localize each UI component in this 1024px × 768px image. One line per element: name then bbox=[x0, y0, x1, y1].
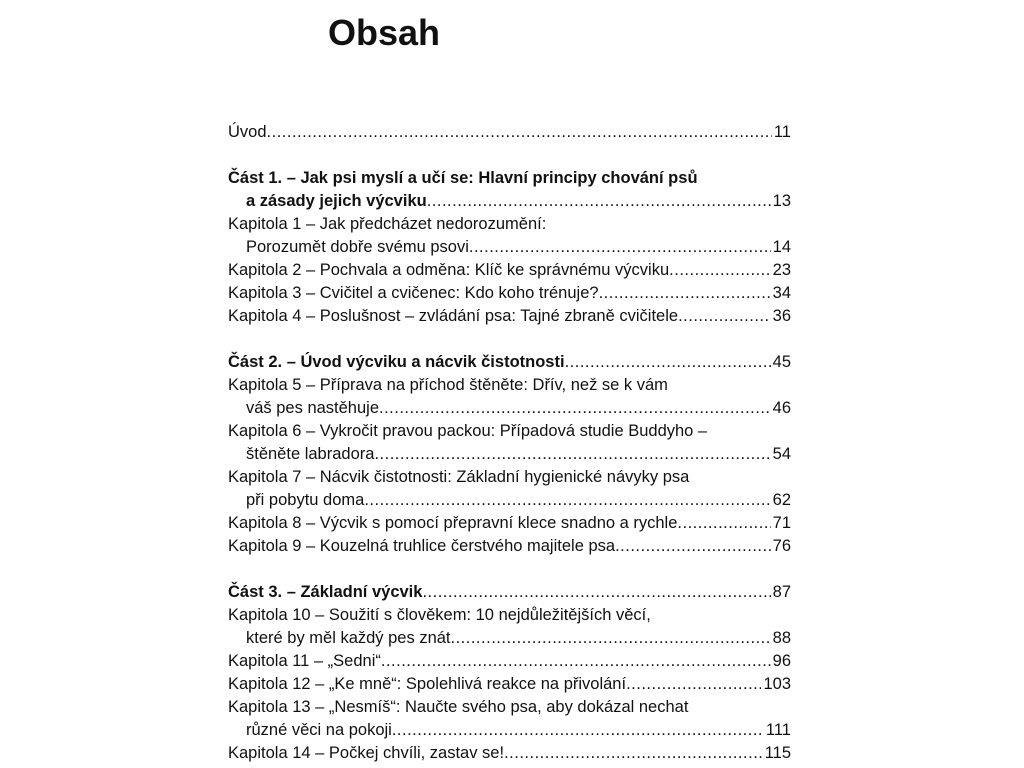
toc-part-entry[interactable] bbox=[228, 167, 791, 213]
entry-title: Kapitola 12 – „Ke mně“: Spolehlivá reakce na přivolání bbox=[228, 675, 627, 693]
toc-chapter-entry[interactable] bbox=[228, 374, 791, 420]
toc-line bbox=[228, 742, 791, 765]
toc-section bbox=[228, 351, 791, 558]
toc-line bbox=[228, 213, 791, 236]
toc-chapter-entry[interactable] bbox=[228, 213, 791, 259]
toc-chapter-entry[interactable] bbox=[228, 259, 791, 282]
entry-title: Kapitola 2 – Pochvala a odměna: Klíč ke správnému výcviku bbox=[228, 261, 670, 279]
page-number: 87 bbox=[772, 583, 791, 601]
entry-title: Úvod bbox=[228, 123, 267, 141]
entry-title: Kapitola 9 – Kouzelná truhlice čerstvého majitele psa bbox=[228, 537, 616, 555]
entry-title: Kapitola 1 – Jak předcházet nedorozumění: bbox=[228, 215, 547, 233]
page-number: 14 bbox=[772, 238, 791, 256]
dot-leader bbox=[392, 719, 764, 742]
toc-line bbox=[228, 190, 791, 213]
dot-leader bbox=[504, 742, 763, 765]
page-number: 76 bbox=[772, 537, 791, 555]
entry-title: Kapitola 13 – „Nesmíš“: Naučte svého psa, aby dokázal nechat bbox=[228, 698, 689, 716]
entry-title: Část 3. – Základní výcvik bbox=[228, 583, 423, 601]
toc-line bbox=[228, 351, 791, 374]
dot-leader bbox=[427, 190, 771, 213]
toc-line bbox=[228, 535, 791, 558]
toc-chapter-entry[interactable] bbox=[228, 466, 791, 512]
page-number: 115 bbox=[764, 744, 791, 762]
toc-part-entry[interactable] bbox=[228, 581, 791, 604]
page-number: 88 bbox=[772, 629, 791, 647]
dot-leader bbox=[678, 305, 771, 328]
dot-leader bbox=[374, 443, 770, 466]
dot-leader bbox=[626, 673, 761, 696]
page-number: 54 bbox=[772, 445, 791, 463]
dot-leader bbox=[451, 627, 771, 650]
toc-chapter-entry[interactable] bbox=[228, 742, 791, 765]
dot-leader bbox=[615, 535, 771, 558]
toc-line bbox=[228, 236, 791, 259]
page-number: 103 bbox=[763, 675, 791, 693]
dot-leader bbox=[422, 581, 770, 604]
page-number: 62 bbox=[772, 491, 791, 509]
toc-line bbox=[228, 397, 791, 420]
page-number: 111 bbox=[765, 721, 791, 739]
entry-title: Porozumět dobře svému psovi bbox=[246, 238, 469, 256]
entry-title: při pobytu doma bbox=[246, 491, 365, 509]
dot-leader bbox=[381, 650, 771, 673]
toc-line bbox=[228, 443, 791, 466]
page-number: 34 bbox=[772, 284, 791, 302]
page-number: 46 bbox=[772, 399, 791, 417]
dot-leader bbox=[267, 121, 772, 144]
toc-line bbox=[228, 305, 791, 328]
toc-chapter-entry[interactable] bbox=[228, 305, 791, 328]
entry-title: Kapitola 14 – Počkej chvíli, zastav se! bbox=[228, 744, 505, 762]
toc-chapter-entry[interactable] bbox=[228, 650, 791, 673]
entry-title: Část 1. – Jak psi myslí a učí se: Hlavní principy chování psů bbox=[228, 169, 698, 187]
section-gap bbox=[228, 144, 791, 167]
dot-leader bbox=[364, 489, 770, 512]
toc-line bbox=[228, 650, 791, 673]
toc-line bbox=[228, 581, 791, 604]
toc-chapter-entry[interactable] bbox=[228, 604, 791, 650]
dot-leader bbox=[379, 397, 771, 420]
entry-title: Část 2. – Úvod výcviku a nácvik čistotnosti bbox=[228, 353, 565, 371]
toc-line bbox=[228, 512, 791, 535]
page-number: 71 bbox=[772, 514, 791, 532]
table-of-contents bbox=[228, 121, 791, 765]
section-gap bbox=[228, 328, 791, 351]
toc-line bbox=[228, 604, 791, 627]
entry-title: Kapitola 11 – „Sedni“ bbox=[228, 652, 381, 670]
toc-line bbox=[228, 259, 791, 282]
toc-chapter-entry[interactable] bbox=[228, 512, 791, 535]
page-title: Obsah bbox=[328, 12, 441, 53]
toc-line bbox=[228, 167, 791, 190]
toc-chapter-entry[interactable] bbox=[228, 696, 791, 742]
toc-section bbox=[228, 167, 791, 328]
entry-title: Kapitola 7 – Nácvik čistotnosti: Základní hygienické návyky psa bbox=[228, 468, 690, 486]
toc-line bbox=[228, 374, 791, 397]
section-gap bbox=[228, 558, 791, 581]
toc-line bbox=[228, 282, 791, 305]
entry-title: váš pes nastěhuje bbox=[246, 399, 380, 417]
entry-title: které by měl každý pes znát bbox=[246, 629, 451, 647]
toc-section bbox=[228, 121, 791, 144]
entry-title: Kapitola 10 – Soužití s člověkem: 10 nejdůležitějších věcí, bbox=[228, 606, 651, 624]
page-number: 13 bbox=[772, 192, 791, 210]
dot-leader bbox=[669, 259, 770, 282]
dot-leader bbox=[469, 236, 771, 259]
entry-title: různé věci na pokoji bbox=[246, 721, 392, 739]
toc-line bbox=[228, 673, 791, 696]
toc-line bbox=[228, 466, 791, 489]
toc-chapter-entry[interactable] bbox=[228, 673, 791, 696]
toc-line bbox=[228, 696, 791, 719]
dot-leader bbox=[677, 512, 770, 535]
page-number: 11 bbox=[773, 123, 791, 141]
toc-line bbox=[228, 489, 791, 512]
toc-chapter-entry[interactable] bbox=[228, 121, 791, 144]
dot-leader bbox=[599, 282, 771, 305]
toc-part-entry[interactable] bbox=[228, 351, 791, 374]
toc-line bbox=[228, 121, 791, 144]
toc-chapter-entry[interactable] bbox=[228, 535, 791, 558]
page-number: 36 bbox=[772, 307, 791, 325]
entry-title: Kapitola 8 – Výcvik s pomocí přepravní klece snadno a rychle bbox=[228, 514, 678, 532]
entry-title: štěněte labradora bbox=[246, 445, 375, 463]
entry-title: Kapitola 5 – Příprava na příchod štěněte: Dřív, než se k vám bbox=[228, 376, 668, 394]
page-number: 96 bbox=[772, 652, 791, 670]
toc-line bbox=[228, 627, 791, 650]
page-number: 23 bbox=[772, 261, 791, 279]
toc-chapter-entry[interactable] bbox=[228, 420, 791, 466]
toc-line bbox=[228, 719, 791, 742]
toc-section bbox=[228, 581, 791, 765]
entry-title: a zásady jejich výcviku bbox=[246, 192, 427, 210]
toc-line bbox=[228, 420, 791, 443]
dot-leader bbox=[565, 351, 771, 374]
toc-chapter-entry[interactable] bbox=[228, 282, 791, 305]
entry-title: Kapitola 6 – Vykročit pravou packou: Případová studie Buddyho – bbox=[228, 422, 708, 440]
page-number: 45 bbox=[772, 353, 791, 371]
entry-title: Kapitola 4 – Poslušnost – zvládání psa: Tajné zbraně cvičitele bbox=[228, 307, 679, 325]
entry-title: Kapitola 3 – Cvičitel a cvičenec: Kdo koho trénuje? bbox=[228, 284, 599, 302]
